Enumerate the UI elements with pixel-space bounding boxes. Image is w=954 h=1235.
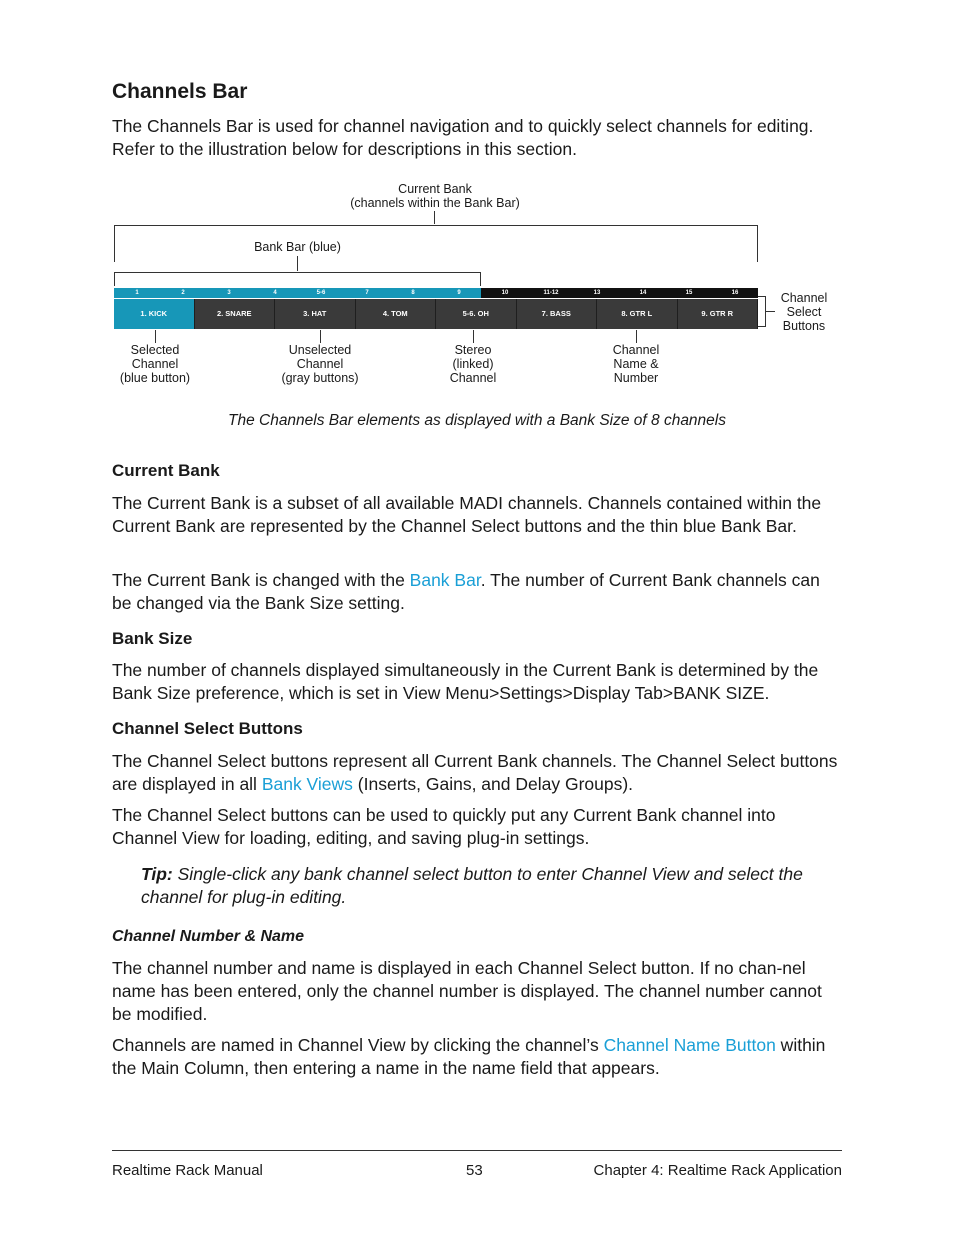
channel-number[interactable]: 10 [501, 290, 509, 296]
channel-number[interactable]: 3 [227, 290, 231, 296]
channels-bar-diagram [0, 0, 954, 400]
figure-caption: The Channels Bar elements as displayed with a Bank Size of 8 channels [227, 412, 726, 429]
current-bank-label: Current Bank (channels within the Bank Bar) [350, 182, 520, 210]
channel-number-paragraph-2: Channels are named in Channel View by clicking the channel’s Channel Name Button within the Main Column, then entering a name in the name field that appears. [112, 1035, 826, 1078]
channel-number[interactable]: 9 [457, 290, 461, 296]
channel-number[interactable]: 16 [731, 290, 739, 296]
channel-select-paragraph-1: The Channel Select buttons represent all Current Bank channels. The Channel Select buttons are displayed in all Bank Views (Inserts, Gains, and Delay Groups). [112, 751, 838, 794]
callout-name-number: Channel Name & Number [612, 343, 660, 385]
channel-number[interactable]: 4 [273, 290, 277, 296]
heading-channel-select: Channel Select Buttons [112, 719, 303, 738]
callout-unselected: Unselected Channel (gray buttons) [281, 343, 359, 385]
channel-select-button-stereo[interactable]: 5-6. OH [436, 299, 517, 329]
channel-number[interactable]: 1 [135, 290, 139, 296]
current-bank-paragraph-2: The Current Bank is changed with the Bank Bar. The number of Current Bank channels can be changed via the Bank Size setting. [112, 570, 820, 613]
footer-chapter: Chapter 4: Realtime Rack Application [593, 1162, 842, 1179]
channel-number[interactable]: 5-6 [316, 290, 326, 296]
footer-divider [112, 1150, 842, 1151]
bank-bar-link[interactable]: Bank Bar [409, 570, 481, 590]
channel-number[interactable]: 8 [411, 290, 415, 296]
bank-size-paragraph: The number of channels displayed simultaneously in the Current Bank is determined by the Bank Size preference, which is set in View Menu>Settings>Display Tab>BANK SIZE. [112, 660, 819, 703]
channel-number[interactable]: 2 [181, 290, 185, 296]
intro-paragraph: The Channels Bar is used for channel navigation and to quickly select channels for editing. Refer to the illustration below for descriptions in this section. [112, 116, 814, 159]
heading-bank-size: Bank Size [112, 629, 193, 648]
callout-stereo: Stereo (linked) Channel [449, 343, 497, 385]
channel-number[interactable]: 15 [685, 290, 693, 296]
bank-views-link[interactable]: Bank Views [261, 774, 353, 794]
heading-channel-number-name: Channel Number & Name [112, 928, 305, 945]
channel-number[interactable]: 7 [365, 290, 369, 296]
footer-page-number: 53 [466, 1162, 483, 1179]
channel-number[interactable]: 13 [593, 290, 601, 296]
callout-selected: Selected Channel (blue button) [119, 343, 191, 385]
channel-number[interactable]: 11-12 [543, 290, 559, 296]
channel-select-button[interactable]: 7. BASS [517, 299, 598, 329]
channel-number-strip [114, 288, 758, 298]
channel-select-buttons [114, 299, 758, 329]
bank-bar-label: Bank Bar (blue) [254, 240, 341, 254]
channel-select-button[interactable]: 3. HAT [275, 299, 356, 329]
channel-select-button[interactable]: 9. GTR R [678, 299, 759, 329]
channel-select-button-selected[interactable]: 1. KICK [114, 299, 195, 329]
callout-select-buttons: Channel Select Buttons [780, 291, 828, 333]
current-bank-leader [434, 211, 435, 224]
heading-current-bank: Current Bank [112, 461, 220, 480]
bank-bar-bracket [114, 272, 481, 273]
channel-select-button[interactable]: 8. GTR L [597, 299, 678, 329]
channel-select-button[interactable]: 2. SNARE [195, 299, 276, 329]
current-bank-paragraph-1: The Current Bank is a subset of all available MADI channels. Channels contained within the Current Bank are represented by the Channel Select buttons and the thin blue Bank Bar. [112, 493, 822, 536]
current-bank-bracket [114, 225, 758, 226]
channel-name-button-link[interactable]: Channel Name Button [603, 1035, 776, 1055]
bank-bar-leader [297, 256, 298, 271]
tip-label: Tip: [141, 864, 173, 884]
footer-manual-title: Realtime Rack Manual [112, 1162, 263, 1179]
channel-number[interactable]: 14 [639, 290, 647, 296]
tip-note: Tip: Single-click any bank channel select button to enter Channel View and select the channel for plug-in editing. [141, 864, 803, 907]
page-title: Channels Bar [112, 80, 248, 103]
channel-number-paragraph-1: The channel number and name is displayed in each Channel Select button. If no chan-nel name has been entered, only the channel number is displayed. The channel number cannot be modified. [112, 958, 822, 1024]
channel-select-button[interactable]: 4. TOM [356, 299, 437, 329]
channel-select-paragraph-2: The Channel Select buttons can be used to quickly put any Current Bank channel into Channel View for loading, editing, and saving plug-in settings. [112, 805, 776, 848]
